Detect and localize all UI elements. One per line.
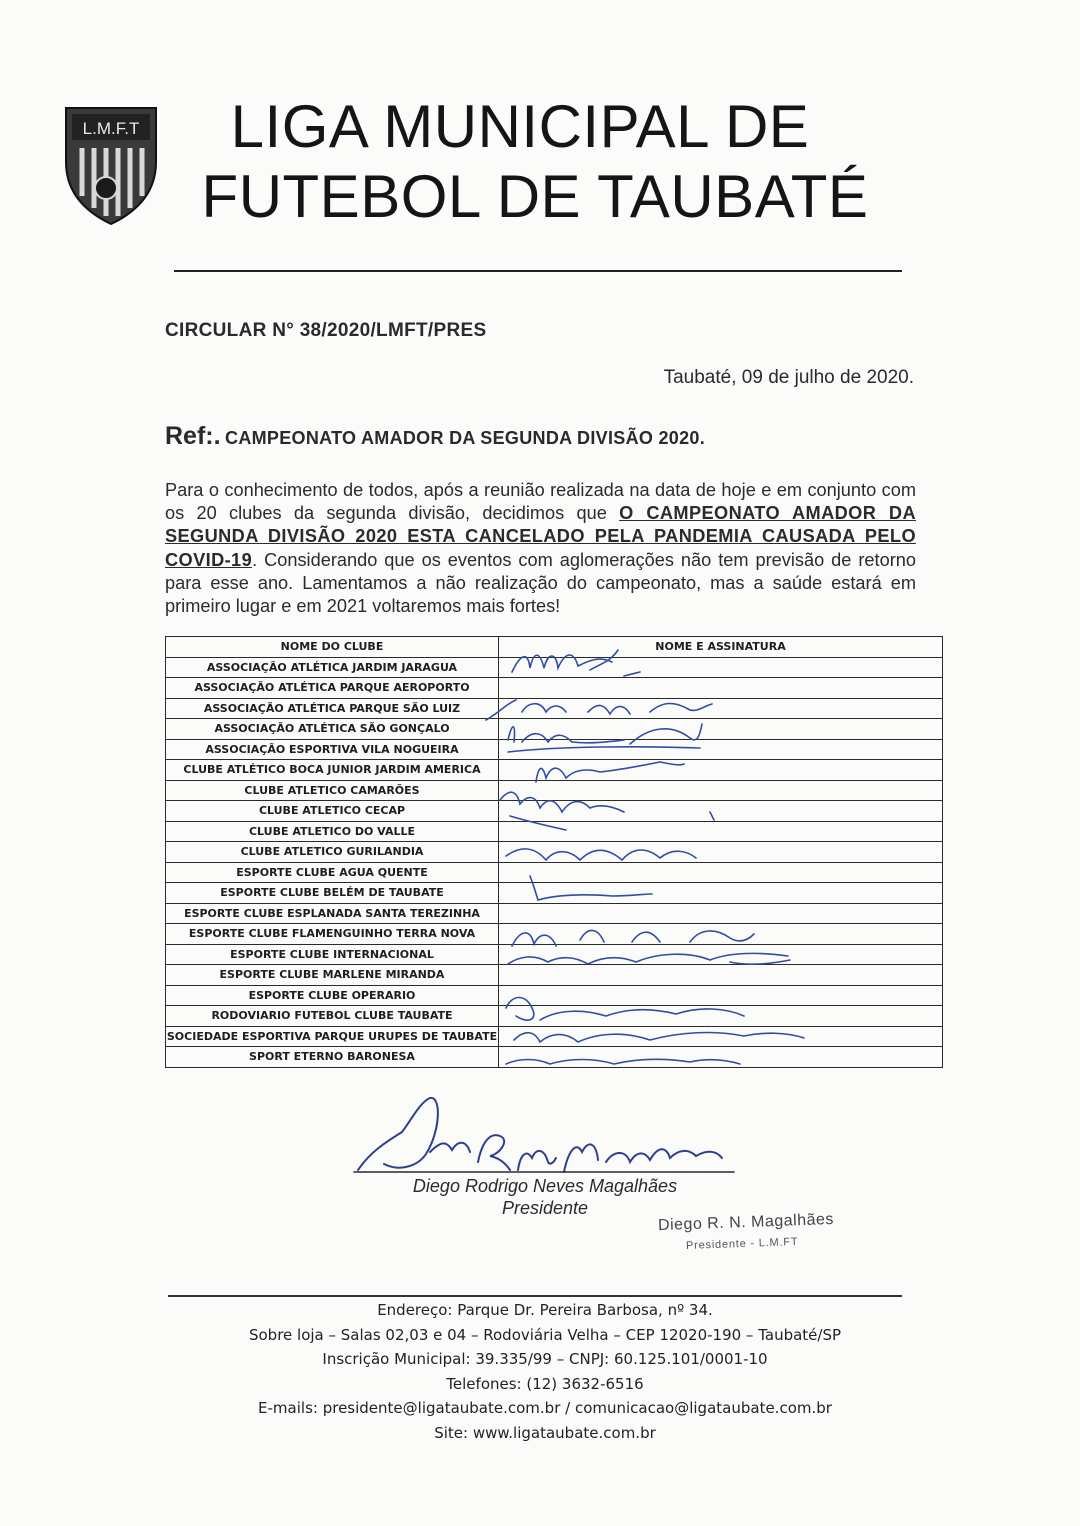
footer-site: Site: www.ligataubate.com.br [434, 1423, 656, 1442]
table-row [166, 698, 943, 719]
footer-registration: Inscrição Municipal: 39.335/99 – CNPJ: 60.125.101/0001-10 [322, 1350, 768, 1368]
body-part-1: Para o conhecimento de todos, após a reunião realizada na data de hoje e em conjunto com os 20 clubes da segunda divisão, decidimos que [165, 480, 916, 524]
club-name: ASSOCIAÇÃO ESPORTIVA VILA NOGUEIRA [166, 739, 499, 760]
header-divider [174, 270, 902, 272]
club-name: ESPORTE CLUBE AGUA QUENTE [166, 862, 499, 883]
club-name: CLUBE ATLETICO GURILANDIA [166, 842, 499, 863]
table-row [166, 821, 943, 842]
signature-cell [499, 944, 943, 965]
club-name: ESPORTE CLUBE ESPLANADA SANTA TEREZINHA [166, 903, 499, 924]
club-name: SPORT ETERNO BARONESA [166, 1047, 499, 1068]
footer-address-2: Sobre loja – Salas 02,03 e 04 – Rodoviária Velha – CEP 12020-190 – Taubaté/SP [248, 1325, 842, 1344]
club-name: ESPORTE CLUBE BELÉM DE TAUBATE [166, 883, 499, 904]
signature-cell [499, 924, 943, 945]
signature-cell [499, 1026, 943, 1047]
reference-line [165, 422, 705, 451]
document-date: Taubaté, 09 de julho de 2020. [663, 367, 914, 388]
footer-contact [180, 1298, 910, 1445]
reference-text: CAMPEONATO AMADOR DA SEGUNDA DIVISÃO 2020. [225, 428, 706, 448]
body-part-2: . Considerando que os eventos com aglomerações não tem previsão de retorno para esse ano. Lamentamos a não realização do campeonato, mas a saúde estará em primeiro lugar e em 2021 voltaremos mais fortes! [165, 549, 916, 617]
club-name: CLUBE ATLÉTICO BOCA JUNIOR JARDIM AMERICA [166, 760, 499, 781]
table-row [166, 883, 943, 904]
table-row [166, 719, 943, 740]
table-row [166, 657, 943, 678]
club-name: ASSOCIAÇÃO ATLÉTICA PARQUE SÃO LUIZ [166, 698, 499, 719]
signature-cell [499, 801, 943, 822]
signature-cell [499, 1047, 943, 1068]
title-line-1: LIGA MUNICIPAL DE [230, 93, 810, 160]
table-row [166, 944, 943, 965]
footer-phone: Telefones: (12) 3632-6516 [446, 1374, 644, 1393]
table-row [166, 1026, 943, 1047]
signature-cell [499, 739, 943, 760]
club-name: CLUBE ATLETICO CAMARÕES [166, 780, 499, 801]
table-row [166, 862, 943, 883]
president-role: Presidente [501, 1198, 589, 1218]
table-row [166, 1006, 943, 1027]
signature-cell [499, 821, 943, 842]
table-row [166, 780, 943, 801]
signature-cell [499, 842, 943, 863]
signature-cell [499, 903, 943, 924]
table-row [166, 842, 943, 863]
circular-number: CIRCULAR N° 38/2020/LMFT/PRES [165, 320, 487, 341]
signature-cell [499, 719, 943, 740]
signature-cell [499, 883, 943, 904]
club-name: ESPORTE CLUBE OPERARIO [166, 985, 499, 1006]
table-row [166, 924, 943, 945]
stamp-role: Presidente - L.M.FT [685, 1236, 799, 1252]
club-name: ESPORTE CLUBE FLAMENGUINHO TERRA NOVA [166, 924, 499, 945]
body-paragraph [165, 479, 916, 618]
table-row [166, 801, 943, 822]
club-name: SOCIEDADE ESPORTIVA PARQUE URUPES DE TAUBATE [166, 1026, 499, 1047]
column-header-club: NOME DO CLUBE [166, 637, 499, 658]
signature-cell [499, 862, 943, 883]
title-line-2: FUTEBOL DE TAUBATÉ [201, 163, 869, 230]
league-logo-shield [62, 104, 160, 226]
clubs-signature-table [165, 636, 943, 1068]
signature-cell [499, 678, 943, 699]
club-name: RODOVIARIO FUTEBOL CLUBE TAUBATE [166, 1006, 499, 1027]
club-name: ESPORTE CLUBE INTERNACIONAL [166, 944, 499, 965]
stamp-name: Diego R. N. Magalhães [657, 1210, 835, 1235]
logo-text: L.M.F.T [82, 119, 140, 138]
table-row [166, 1047, 943, 1068]
column-header-signature: NOME E ASSINATURA [499, 637, 943, 658]
body-highlight: O CAMPEONATO AMADOR DA SEGUNDA DIVISÃO 2020 ESTA CANCELADO PELA PANDEMIA CAUSADA PELO COVID-19 [165, 503, 916, 570]
signature-cell [499, 985, 943, 1006]
president-signature [350, 1092, 740, 1187]
table-row [166, 739, 943, 760]
table-row [166, 760, 943, 781]
club-name: ESPORTE CLUBE MARLENE MIRANDA [166, 965, 499, 986]
signature-cell [499, 760, 943, 781]
club-name: ASSOCIAÇÃO ATLÉTICA PARQUE AEROPORTO [166, 678, 499, 699]
signature-cell [499, 780, 943, 801]
signature-cell [499, 657, 943, 678]
page-title [190, 92, 910, 232]
club-name: ASSOCIAÇÃO ATLÉTICA SÃO GONÇALO [166, 719, 499, 740]
signature-cell [499, 965, 943, 986]
table-row [166, 678, 943, 699]
president-name: Diego Rodrigo Neves Magalhães [412, 1176, 678, 1196]
club-name: ASSOCIAÇÃO ATLÉTICA JARDIM JARAGUA [166, 657, 499, 678]
ball-icon [95, 177, 117, 199]
reference-label: Ref:. [165, 422, 221, 450]
footer-divider [168, 1295, 902, 1297]
president-name-block [380, 1175, 710, 1219]
table-row [166, 903, 943, 924]
footer-address: Endereço: Parque Dr. Pereira Barbosa, nº 34. [377, 1301, 713, 1319]
club-name: CLUBE ATLETICO CECAP [166, 801, 499, 822]
footer-emails: E-mails: presidente@ligataubate.com.br / comunicacao@ligataubate.com.br [258, 1399, 832, 1417]
table-header-row [166, 637, 943, 658]
table-row [166, 965, 943, 986]
table-row [166, 985, 943, 1006]
club-name: CLUBE ATLETICO DO VALLE [166, 821, 499, 842]
signature-cell [499, 698, 943, 719]
signature-cell [499, 1006, 943, 1027]
